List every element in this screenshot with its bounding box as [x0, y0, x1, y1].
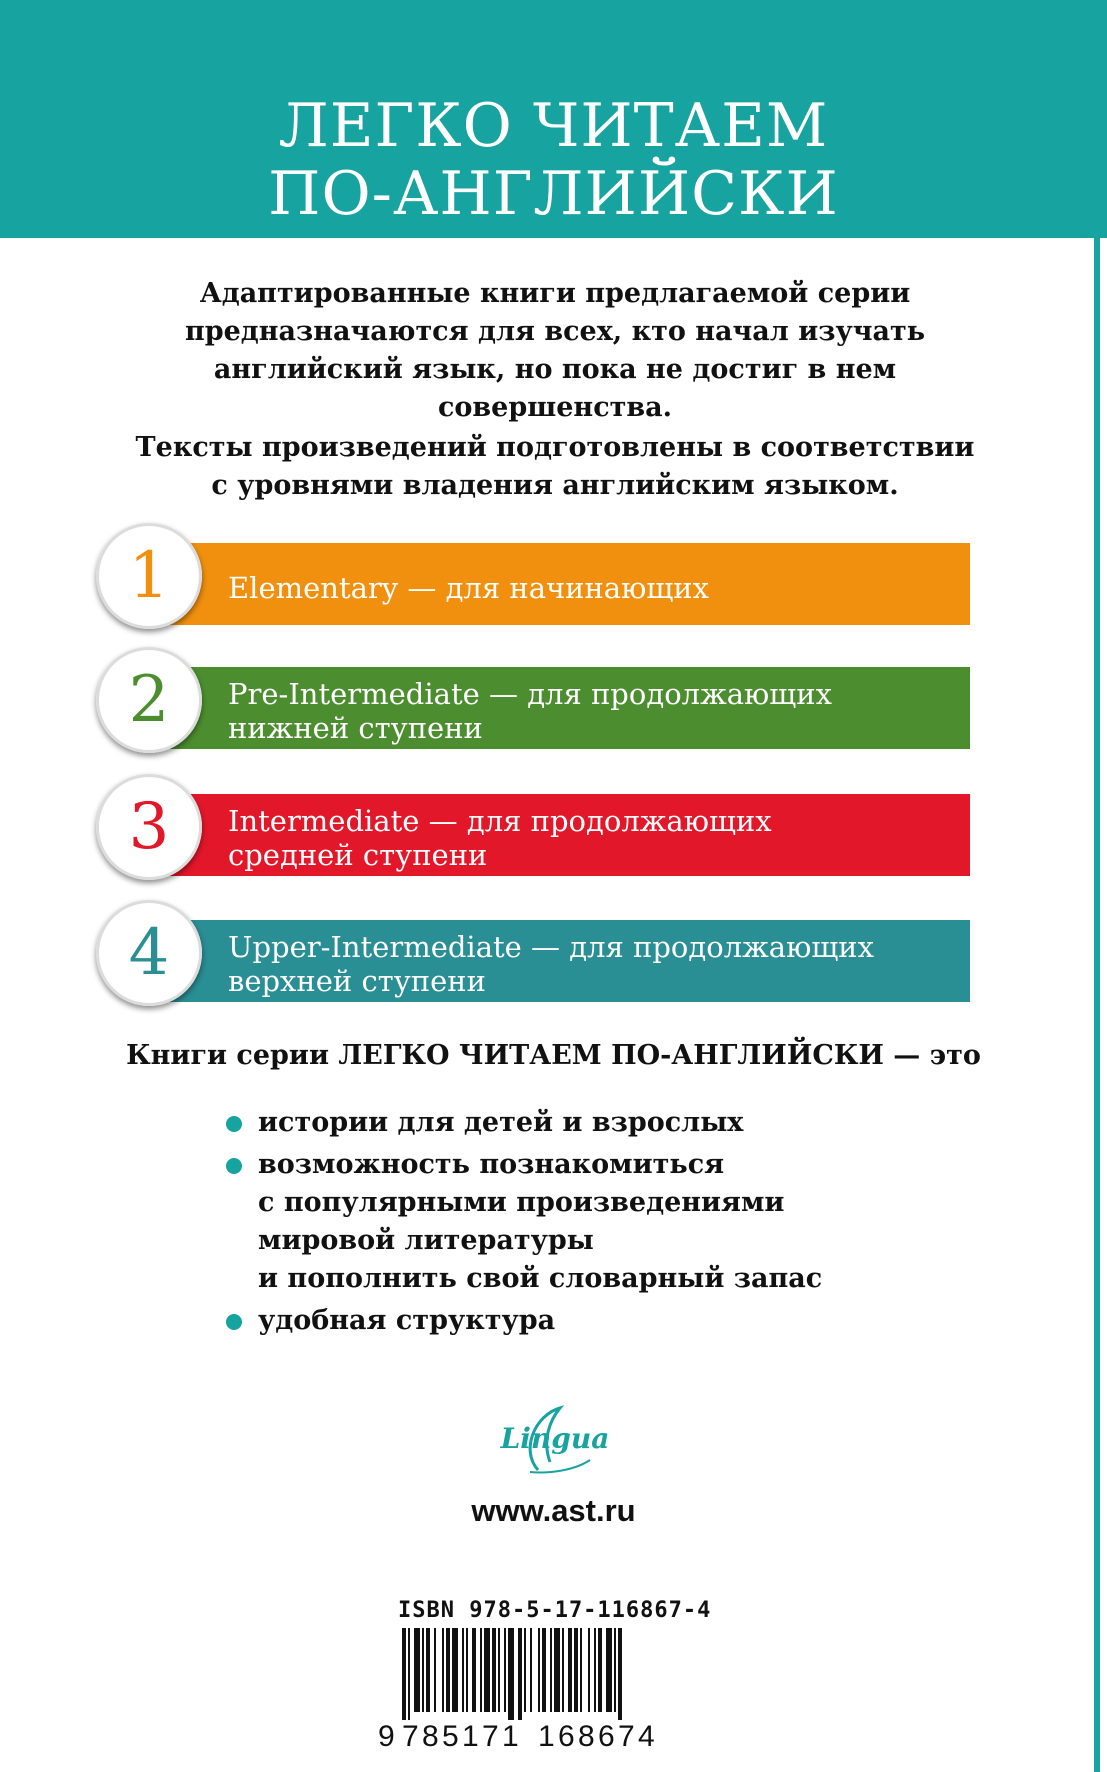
- level-3: [0, 774, 1107, 884]
- barcode-bar: [498, 1628, 500, 1712]
- barcode-bar: [466, 1628, 468, 1712]
- bullet-dot-icon: [226, 1116, 242, 1132]
- level-2: [0, 647, 1107, 757]
- barcode-digit: 1: [462, 1720, 479, 1753]
- intro-line: Тексты произведений подготовлены в соответствии: [135, 432, 975, 463]
- barcode-digit: 7: [618, 1720, 635, 1753]
- barcode-bar: [574, 1628, 578, 1712]
- barcode-bar: [542, 1628, 546, 1712]
- barcode-digit: 6: [598, 1720, 615, 1753]
- series-title-line-1: ЛЕГКО ЧИТАЕМ: [278, 91, 829, 161]
- level-1-text: [228, 571, 709, 605]
- level-3-line-2: средней ступени: [228, 838, 488, 872]
- barcode-bar: [562, 1628, 564, 1712]
- barcode-bar: [550, 1628, 552, 1712]
- barcode-digit: 1: [538, 1720, 555, 1753]
- header-band: [0, 0, 1107, 238]
- barcode-bar: [452, 1628, 458, 1712]
- level-1-line-1: Elementary — для начинающих: [228, 571, 709, 605]
- list-item-line: и пополнить свой словарный запас: [258, 1263, 823, 1294]
- list-item: [258, 1302, 958, 1340]
- barcode-bar: [588, 1628, 590, 1712]
- barcode-digit: 7: [482, 1720, 499, 1753]
- level-3-number-badge: 3: [96, 774, 202, 880]
- level-2-line-2: нижней ступени: [228, 711, 483, 745]
- barcode-digit: 6: [558, 1720, 575, 1753]
- list-item-line: истории для детей и взрослых: [258, 1107, 744, 1138]
- intro-line: предназначаются для всех, кто начал изучать: [184, 316, 926, 347]
- barcode-digit: 7: [402, 1720, 419, 1753]
- series-title: [0, 92, 1107, 228]
- barcode-bar: [480, 1628, 482, 1712]
- barcode: [398, 1628, 678, 1720]
- barcode-bar: [492, 1628, 496, 1712]
- barcode-digit: 8: [422, 1720, 439, 1753]
- intro-line: английский язык, но пока не достиг в нем: [213, 354, 897, 385]
- barcode-bar: [472, 1628, 476, 1712]
- barcode-bar: [408, 1628, 410, 1720]
- barcode-digit: 1: [502, 1720, 519, 1753]
- barcode-bar: [402, 1628, 406, 1720]
- bullet-dot-icon: [226, 1314, 242, 1330]
- level-2-number-badge: 2: [96, 647, 202, 753]
- barcode-bar: [504, 1628, 506, 1712]
- barcode-bar: [554, 1628, 560, 1712]
- intro-line: Адаптированные книги предлагаемой серии: [199, 278, 911, 309]
- level-4-line-1: Upper-Intermediate — для продолжающих: [228, 930, 874, 964]
- intro-line: совершенства.: [437, 392, 673, 423]
- list-item: [258, 1104, 958, 1142]
- barcode-bar: [518, 1628, 522, 1720]
- level-4-number-badge: 4: [96, 900, 202, 1006]
- barcode-bar: [442, 1628, 444, 1712]
- lingua-logo: [480, 1400, 630, 1480]
- website-link[interactable]: www.ast.ru: [471, 1493, 636, 1528]
- barcode-digit: 8: [578, 1720, 595, 1753]
- barcode-digit: 9: [378, 1720, 395, 1753]
- barcode-bar: [568, 1628, 572, 1712]
- bullet-dot-icon: [226, 1158, 242, 1174]
- barcode-bar: [446, 1628, 450, 1712]
- barcode-bar: [618, 1628, 622, 1720]
- level-3-line-1: Intermediate — для продолжающих: [228, 804, 772, 838]
- feature-list: [258, 1104, 958, 1344]
- level-2-line-1: Pre-Intermediate — для продолжающих: [228, 677, 832, 711]
- barcode-bar: [462, 1628, 464, 1712]
- intro-paragraph-2: [60, 429, 1050, 505]
- list-item-line: с популярными произведениями: [258, 1187, 785, 1218]
- barcode-digit: 5: [442, 1720, 459, 1753]
- barcode-bar: [508, 1628, 514, 1720]
- level-3-text: [228, 804, 772, 872]
- level-1-number-badge: 1: [96, 523, 202, 629]
- barcode-bar: [414, 1628, 420, 1712]
- barcode-bar: [598, 1628, 602, 1712]
- barcode-bar: [580, 1628, 582, 1712]
- barcode-bar: [434, 1628, 436, 1712]
- series-title-line-2: ПО-АНГЛИЙСКИ: [268, 159, 839, 229]
- isbn-label: ISBN 978-5-17-116867-4: [398, 1598, 712, 1623]
- barcode-bar: [530, 1628, 532, 1712]
- level-2-text: [228, 677, 832, 745]
- intro-paragraph-1: [60, 275, 1050, 427]
- level-4-text: [228, 930, 874, 998]
- barcode-bar: [484, 1628, 490, 1712]
- series-description: Книги серии ЛЕГКО ЧИТАЕМ ПО-АНГЛИЙСКИ — это: [126, 1040, 981, 1071]
- list-item-line: возможность познакомиться: [258, 1149, 725, 1180]
- barcode-bar: [594, 1628, 596, 1712]
- level-4-line-2: верхней ступени: [228, 964, 486, 998]
- logo-text: Lingua: [500, 1422, 610, 1455]
- barcode-digit: 4: [638, 1720, 655, 1753]
- list-item-line: мировой литературы: [258, 1225, 594, 1256]
- list-item-line: удобная структура: [258, 1305, 556, 1336]
- level-4: [0, 900, 1107, 1010]
- barcode-bar: [606, 1628, 612, 1712]
- list-item: [258, 1146, 958, 1298]
- level-1: [0, 523, 1107, 633]
- barcode-bar: [524, 1628, 526, 1712]
- barcode-bar: [538, 1628, 540, 1712]
- intro-line: с уровнями владения английским языком.: [211, 470, 899, 501]
- barcode-bar: [426, 1628, 430, 1712]
- barcode-bar: [422, 1628, 424, 1712]
- barcode-bar: [614, 1628, 616, 1712]
